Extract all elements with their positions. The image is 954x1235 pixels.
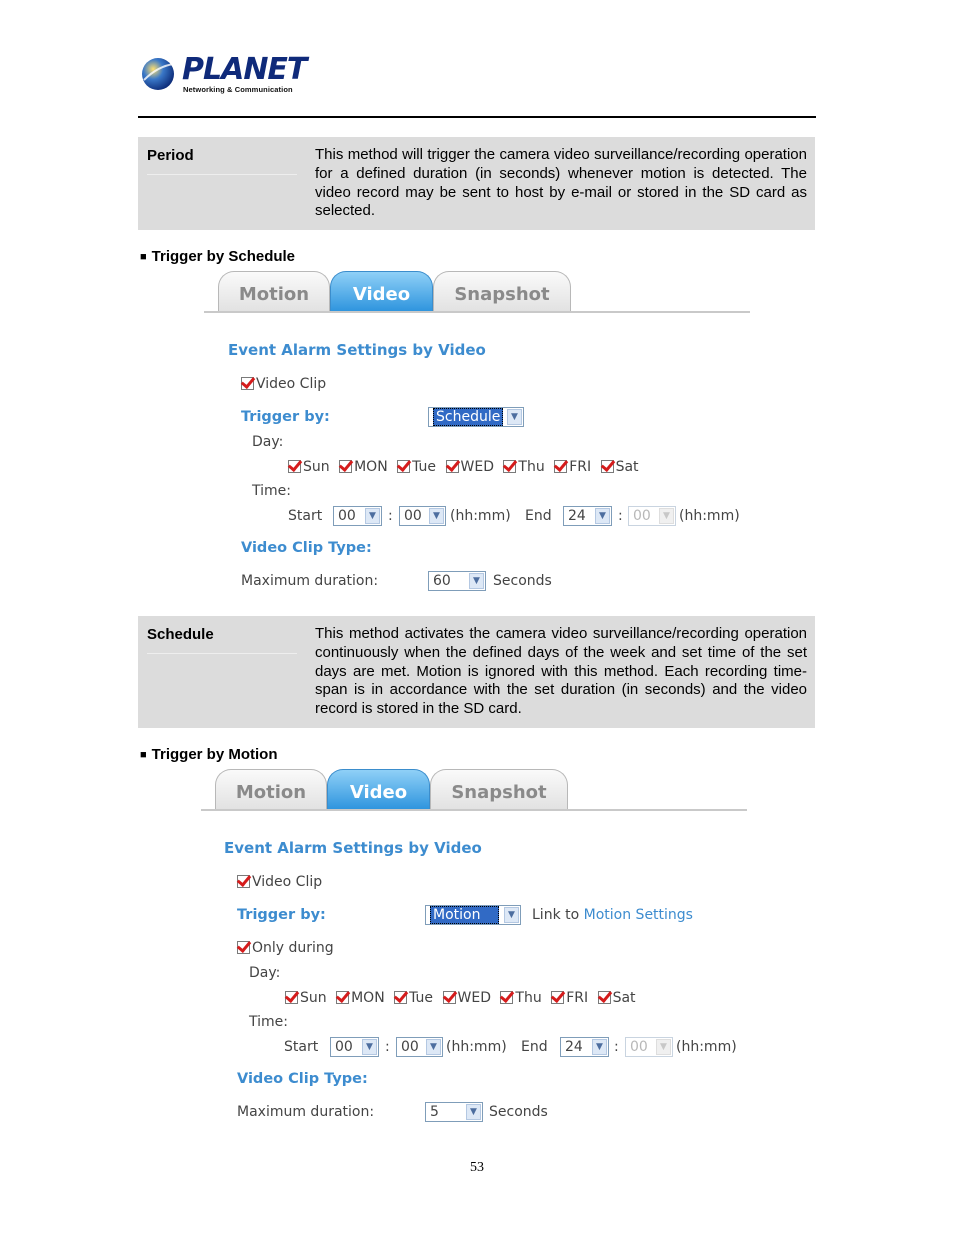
- video-clip-label: Video Clip: [252, 874, 323, 890]
- seconds-label: Seconds: [493, 573, 552, 589]
- page-number: 53: [470, 1160, 484, 1175]
- checked-checkbox-icon[interactable]: [500, 991, 513, 1004]
- panel-title: Event Alarm Settings by Video: [224, 839, 482, 857]
- start-hour-value: 00: [335, 1039, 353, 1055]
- heading-text: Trigger by Motion: [151, 746, 278, 763]
- max-duration-label: Maximum duration:: [241, 573, 379, 589]
- tab-video[interactable]: Video: [327, 769, 430, 809]
- chevron-down-icon: ▼: [469, 573, 484, 589]
- start-hour-select[interactable]: [330, 1037, 379, 1057]
- only-during-checkbox-row[interactable]: [237, 940, 334, 956]
- video-clip-checkbox-row[interactable]: [237, 874, 322, 890]
- period-description: This method will trigger the camera video surveillance/recording operation for a defined duration (in seconds) whenever motion is detected. The video record may be sent to host by e-mail or stored in the SD card as selected.: [315, 146, 807, 220]
- chevron-down-icon: ▼: [466, 1104, 481, 1120]
- hhmm-hint: (hh:mm): [446, 1039, 507, 1055]
- time-colon: :: [614, 1039, 619, 1055]
- day-label-text: Thu: [515, 990, 542, 1006]
- time-colon: :: [388, 508, 393, 524]
- max-duration-value: 5: [430, 1104, 439, 1120]
- end-label: End: [525, 508, 552, 524]
- max-duration-value: 60: [433, 573, 451, 589]
- hhmm-hint: (hh:mm): [450, 508, 511, 524]
- checked-checkbox-icon[interactable]: [336, 991, 349, 1004]
- checked-checkbox-icon[interactable]: [237, 875, 250, 888]
- video-clip-label: Video Clip: [256, 376, 327, 392]
- start-label: Start: [288, 508, 323, 524]
- day-label: Day:: [252, 434, 284, 450]
- checked-checkbox-icon[interactable]: [394, 991, 407, 1004]
- day-checkbox-row: [285, 990, 641, 1006]
- tab-snapshot[interactable]: Snapshot: [433, 271, 571, 311]
- hhmm-hint: (hh:mm): [676, 1039, 737, 1055]
- schedule-description: This method activates the camera video surveillance/recording operation continuously when the defined days of the week and set time of the set days are met. Motion is ignored with this method. Each recording time-span is in accordance with the set duration (in seconds) and the video record is stored in the SD card.: [315, 625, 807, 718]
- chevron-down-icon: ▼: [426, 1039, 441, 1055]
- clip-type-label: Video Clip Type:: [237, 1071, 368, 1087]
- end-minute-value: 00: [630, 1039, 648, 1055]
- end-hour-value: 24: [565, 1039, 583, 1055]
- end-hour-select[interactable]: [560, 1037, 609, 1057]
- tab-motion[interactable]: Motion: [215, 769, 327, 809]
- motion-settings-link-row: [532, 907, 693, 923]
- day-sun[interactable]: [285, 990, 327, 1006]
- chevron-down-icon: ▼: [504, 907, 519, 923]
- day-label-text: FRI: [566, 990, 589, 1006]
- checked-checkbox-icon[interactable]: [285, 991, 298, 1004]
- day-label-text: MON: [354, 459, 388, 475]
- day-sat[interactable]: [598, 990, 636, 1006]
- checked-checkbox-icon[interactable]: [237, 941, 250, 954]
- chevron-down-icon: ▼: [429, 508, 444, 524]
- time-label: Time:: [249, 1014, 288, 1030]
- day-label-text: WED: [457, 990, 491, 1006]
- day-label: Day:: [249, 965, 281, 981]
- trigger-by-label: Trigger by:: [237, 907, 326, 923]
- day-label-text: Tue: [412, 459, 437, 475]
- max-duration-label: Maximum duration:: [237, 1104, 375, 1120]
- seconds-label: Seconds: [489, 1104, 548, 1120]
- time-label: Time:: [252, 483, 291, 499]
- start-hour-value: 00: [338, 508, 356, 524]
- panel-title: Event Alarm Settings by Video: [228, 341, 486, 359]
- trigger-by-value: Motion: [430, 906, 499, 924]
- end-minute-value: 00: [633, 508, 651, 524]
- chevron-down-icon: ▼: [365, 508, 380, 524]
- clip-type-label: Video Clip Type:: [241, 540, 372, 556]
- time-colon: :: [618, 508, 623, 524]
- max-duration-select[interactable]: [425, 1102, 483, 1122]
- chevron-down-icon: ▼: [656, 1039, 671, 1055]
- tab-motion[interactable]: Motion: [218, 271, 330, 311]
- chevron-down-icon: ▼: [507, 409, 522, 425]
- bullet-icon: ■: [140, 749, 147, 761]
- chevron-down-icon: ▼: [592, 1039, 607, 1055]
- trigger-by-value: Schedule: [433, 408, 503, 426]
- chevron-down-icon: ▼: [362, 1039, 377, 1055]
- bullet-icon: ■: [140, 251, 147, 263]
- day-wed[interactable]: [443, 990, 491, 1006]
- day-label-text: FRI: [569, 459, 592, 475]
- day-label-text: Sat: [615, 459, 639, 475]
- tab-snapshot[interactable]: Snapshot: [430, 769, 568, 809]
- start-label: Start: [284, 1039, 319, 1055]
- day-label-text: WED: [460, 459, 494, 475]
- start-minute-value: 00: [404, 508, 422, 524]
- day-thu[interactable]: [500, 990, 541, 1006]
- hhmm-hint: (hh:mm): [679, 508, 740, 524]
- day-label-text: Sat: [612, 990, 636, 1006]
- day-label-text: Tue: [409, 990, 434, 1006]
- checked-checkbox-icon[interactable]: [598, 991, 611, 1004]
- logo-name: PLANET: [182, 52, 307, 87]
- trigger-by-label: Trigger by:: [241, 409, 330, 425]
- day-mon[interactable]: [336, 990, 385, 1006]
- day-label-text: Thu: [518, 459, 545, 475]
- end-label: End: [521, 1039, 548, 1055]
- trigger-by-select[interactable]: [425, 905, 521, 925]
- checked-checkbox-icon[interactable]: [443, 991, 456, 1004]
- link-prefix: Link to: [532, 907, 580, 923]
- day-label-text: Sun: [300, 990, 327, 1006]
- day-tue[interactable]: [394, 990, 433, 1006]
- chevron-down-icon: ▼: [659, 508, 674, 524]
- day-label-text: MON: [351, 990, 385, 1006]
- time-colon: :: [385, 1039, 390, 1055]
- only-during-label: Only during: [252, 940, 334, 956]
- motion-settings-link[interactable]: Motion Settings: [583, 907, 693, 923]
- heading-text: Trigger by Schedule: [151, 248, 296, 265]
- period-term: Period: [147, 147, 194, 164]
- chevron-down-icon: ▼: [595, 508, 610, 524]
- schedule-term: Schedule: [147, 626, 214, 643]
- end-hour-value: 24: [568, 508, 586, 524]
- day-label-text: Sun: [303, 459, 330, 475]
- end-minute-select: [625, 1037, 673, 1057]
- start-minute-select[interactable]: [396, 1037, 443, 1057]
- start-minute-value: 00: [401, 1039, 419, 1055]
- tab-video[interactable]: Video: [330, 271, 433, 311]
- checked-checkbox-icon[interactable]: [551, 991, 564, 1004]
- logo-tagline: Networking & Communication: [183, 85, 293, 94]
- day-fri[interactable]: [551, 990, 588, 1006]
